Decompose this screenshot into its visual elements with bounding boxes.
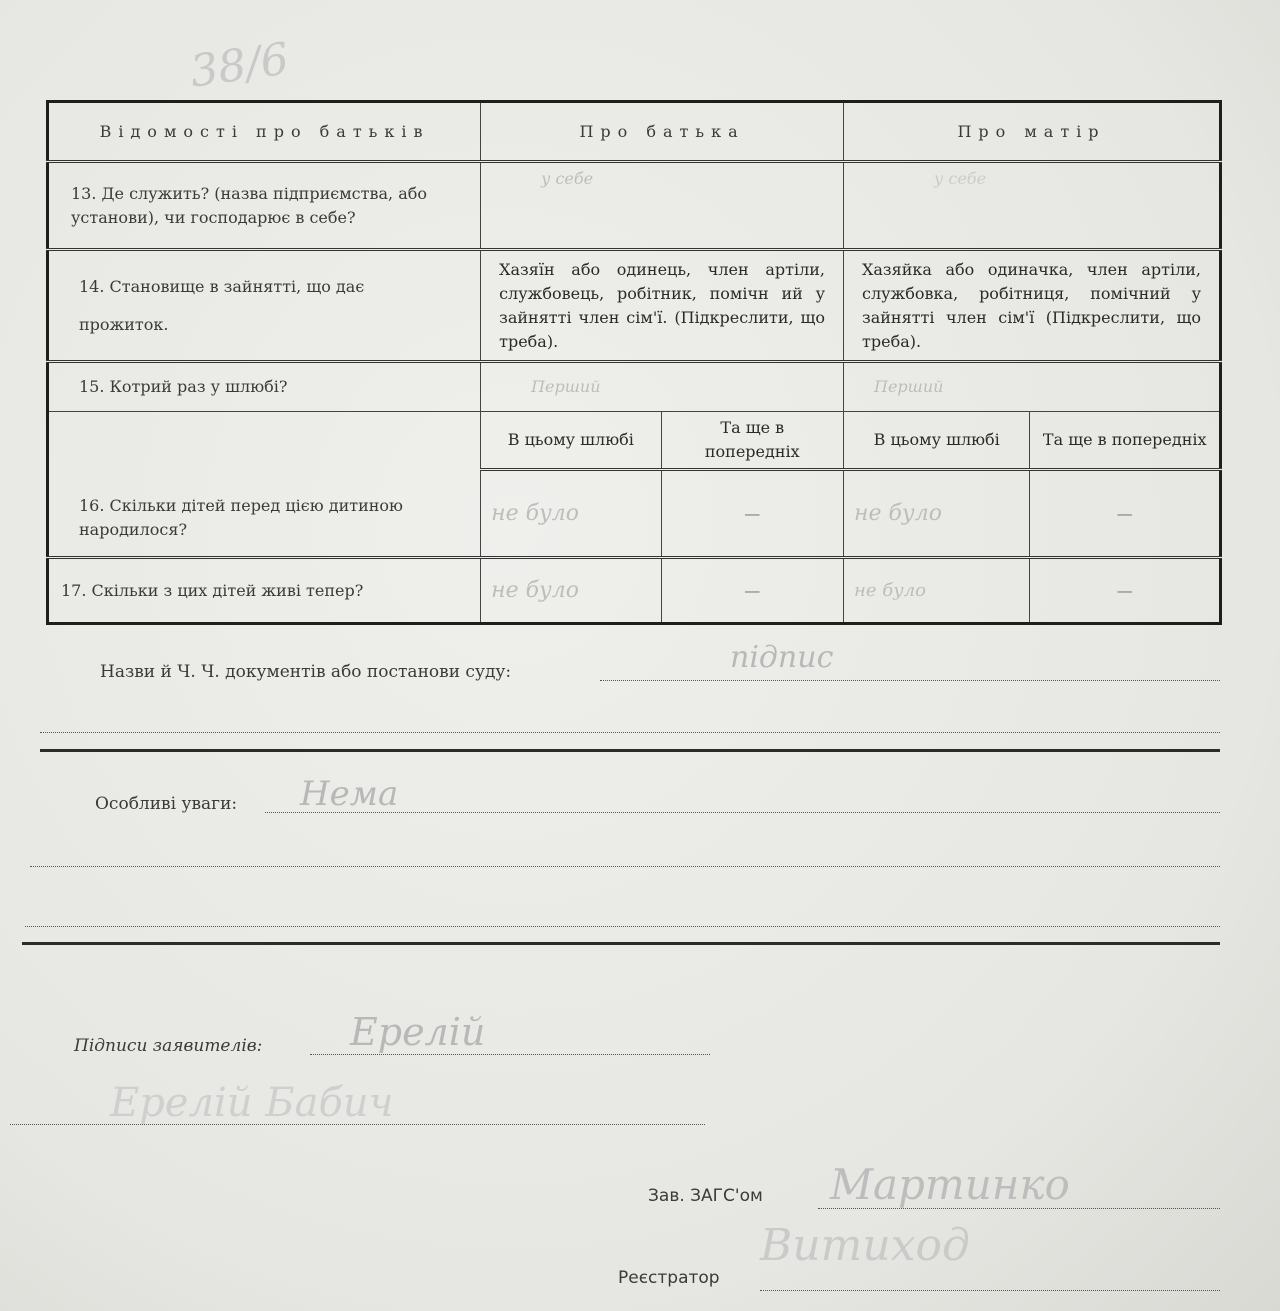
- documents-line-1: [600, 680, 1220, 681]
- q14-father-options: Хазяїн або одинець, член артіли, службовець, робітник, помічн ий у зайнятті член сім'ї. (Підкреслити, що треба).: [481, 250, 844, 362]
- q15-label: 15. Котрий раз у шлюбі?: [48, 362, 481, 412]
- remarks-line-1: [265, 812, 1220, 813]
- registrar-line: [760, 1290, 1220, 1291]
- q13-mother-answer: у себе: [844, 162, 1221, 250]
- q16-father-this: не було: [481, 470, 661, 558]
- row-subheaders: [48, 412, 1221, 470]
- sub-father-this-marriage: В цьому шлюбі: [481, 412, 661, 470]
- remarks-value: Нема: [300, 774, 399, 814]
- q17-father-prev: —: [661, 558, 843, 624]
- row-q14: [48, 250, 1221, 362]
- q13-label: 13. Де служить? (назва підприємства, або установи), чи господарює в себе?: [48, 162, 481, 250]
- remarks-line-2: [30, 866, 1220, 867]
- q14-label: 14. Становище в зайнятті, що дає прожиток.: [48, 250, 481, 362]
- q15-father-answer: Перший: [481, 362, 844, 412]
- q17-label: 17. Скільки з цих дітей живі тепер?: [48, 558, 481, 624]
- row-q17: [48, 558, 1221, 624]
- row-q13: [48, 162, 1221, 250]
- signature-value-2: Ерелій Бабич: [110, 1080, 394, 1126]
- parents-info-table: [46, 100, 1222, 625]
- q13-father-answer: у себе: [481, 162, 844, 250]
- q17-mother-this: не було: [844, 558, 1030, 624]
- signature-value-1: Ерелій: [350, 1010, 486, 1054]
- q16-label: 16. Скільки дітей перед цією дитиною народилося?: [48, 412, 481, 558]
- signatures-line-1: [310, 1054, 710, 1055]
- registrar-signature: Витиход: [760, 1220, 970, 1271]
- registrar-label: Реєстратор: [618, 1268, 720, 1288]
- table-header-row: [48, 102, 1221, 162]
- header-father: Про батька: [481, 102, 844, 162]
- q16-mother-prev: —: [1030, 470, 1221, 558]
- signatures-line-2: [10, 1124, 705, 1125]
- sub-mother-previous: Та ще в попередніх: [1030, 412, 1221, 470]
- documents-line-2: [40, 732, 1220, 733]
- header-parents-info: Відомості про батьків: [48, 102, 481, 162]
- zags-label: Зав. ЗАГС'ом: [648, 1186, 763, 1206]
- row-q15: [48, 362, 1221, 412]
- q17-father-this: не було: [481, 558, 661, 624]
- q14-mother-options: Хазяйка або одиначка, член артіли, службовка, робітниця, помічний у зайнятті член сім'ї (Підкреслити, що треба).: [844, 250, 1221, 362]
- sub-mother-this-marriage: В цьому шлюбі: [844, 412, 1030, 470]
- zags-signature: Мартинко: [830, 1160, 1070, 1209]
- sub-father-previous: Та ще в попередніх: [661, 412, 843, 470]
- zags-line: [818, 1208, 1220, 1209]
- remarks-line-3: [25, 926, 1220, 927]
- signatures-label: Підписи заявителів:: [74, 1036, 263, 1056]
- documents-label: Назви й Ч. Ч. документів або постанови суду:: [100, 662, 512, 682]
- q17-mother-prev: —: [1030, 558, 1221, 624]
- header-mother: Про матір: [844, 102, 1221, 162]
- q16-mother-this: не було: [844, 470, 1030, 558]
- documents-value: підпис: [730, 640, 834, 675]
- documents-divider: [40, 749, 1220, 752]
- q15-mother-answer: Перший: [844, 362, 1221, 412]
- remarks-label: Особливі уваги:: [95, 794, 238, 814]
- remarks-divider: [22, 942, 1220, 945]
- corner-handwritten-mark: 38/6: [186, 33, 292, 98]
- q16-father-prev: —: [661, 470, 843, 558]
